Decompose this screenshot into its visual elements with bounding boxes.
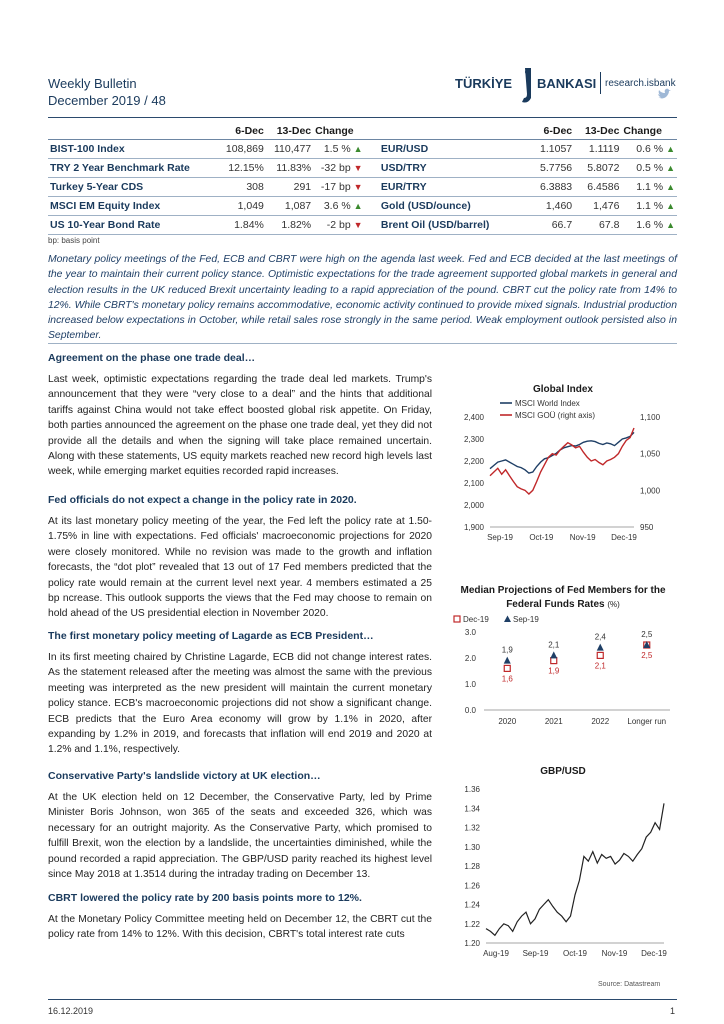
series-line: [486, 803, 664, 935]
chart-title: Median Projections of Fed Members for the Federal Funds Rates (%): [460, 585, 666, 610]
isbank-emblem-icon: [522, 68, 531, 103]
legend-label: MSCI World Index: [515, 399, 580, 408]
point-dec19: [597, 652, 603, 658]
y-tick-label: 1.20: [464, 939, 480, 948]
y-tick-label: 2,400: [463, 413, 484, 422]
logo-right-text: BANKASI: [537, 76, 597, 91]
y-tick-label: 1.30: [464, 842, 480, 852]
y-tick-label: 3.0: [464, 628, 476, 637]
y-tick-label: 1.22: [464, 919, 480, 929]
data-label: 2,1: [548, 640, 560, 650]
y-tick-label: 2,000: [463, 501, 484, 510]
table-note: bp: basis point: [48, 236, 100, 245]
logo-site-text: research.isbank: [605, 78, 676, 89]
y-tick-label: 1.32: [464, 823, 480, 833]
x-tick-label: Sep-19: [487, 533, 513, 542]
section-body: At the Monetary Policy Committee meeting held on December 12, the CBRT cut the policy rate from 14% to 12%. With this decision, CBRT's total interest rate cuts: [48, 914, 432, 941]
bulletin-date: December 2019 / 48: [48, 93, 166, 108]
y-tick-label: 1.34: [464, 804, 480, 814]
section-body: At the UK election held on 12 December, the Conservative Party, led by Prime Minister Boris Johnson, won 365 of the seats and exceeded 326, which was necessary for an outright majority. As the Conservative Party, which promised to fulfill Brexit, won the election by a landslide, the uncertainties diminished, while the pound recorded a rapid appreciation. The GBP/USD parity reached its highest level since May 2018 at 1.3514 during the intraday trading on December 13.: [48, 792, 432, 881]
data-label: 2,1: [594, 661, 606, 671]
y-tick-label: 1.36: [464, 785, 480, 794]
down-arrow-icon: ▼: [353, 220, 363, 230]
footer-date: 16.12.2019: [48, 1006, 94, 1016]
up-arrow-icon: ▲: [353, 144, 363, 154]
summary-divider: [48, 343, 677, 344]
x-tick-label: Sep-19: [522, 949, 549, 958]
fed-projection-chart: [448, 584, 678, 744]
x-tick-label: Oct-19: [529, 533, 554, 542]
table-row: MSCI EM Equity Index 1,049 1,087 3.6 % ▲ Gold (USD/ounce) 1,460 1,476 1.1 % ▲: [48, 197, 677, 216]
gbpusd-chart: [448, 766, 678, 966]
col-header: 13-Dec: [266, 122, 313, 140]
data-label: 1,9: [501, 645, 513, 655]
header-divider: [48, 117, 677, 118]
market-table: [48, 122, 677, 235]
point-sep19: [550, 651, 557, 658]
table-row: BIST-100 Index 108,869 110,477 1.5 % ▲ EUR/USD 1.1057 1.1119 0.6 % ▲: [48, 140, 677, 159]
up-arrow-icon: ▲: [666, 201, 675, 211]
logo-left-text: TÜRKİYE: [455, 76, 513, 91]
x-tick-label: Oct-19: [562, 949, 588, 958]
y-tick-label: 1,900: [463, 523, 484, 532]
y-tick-label: 2,300: [463, 435, 484, 444]
y-tick-label: 1.0: [464, 680, 476, 689]
point-sep19: [597, 644, 604, 651]
series-line: [490, 432, 634, 473]
legend-label: Dec-19: [463, 615, 489, 624]
down-arrow-icon: ▼: [353, 182, 363, 192]
gbpusd-svg: [448, 777, 678, 967]
col-header: 6-Dec: [217, 122, 266, 140]
section-body: At its last monetary policy meeting of the year, the Fed left the policy rate at 1.50-1.75% in line with expectations. Fed officials' macroeconomic projections for 2020 were closely monitored. While no revision was made to the growth and inflation forecasts, the “dot plot” revealed that 13 out of 17 Fed members predicted that the policy rate would remain at the current level next year. 4 members estimated a 25 bp ncrease. This outlook supports the views that the Fed may choose to remain on hold ahead of the US presidential election in November 2020.: [48, 516, 432, 620]
up-arrow-icon: ▲: [666, 182, 675, 192]
point-dec19: [504, 665, 510, 671]
twitter-icon: [658, 89, 671, 99]
series-line: [490, 428, 634, 494]
up-arrow-icon: ▲: [666, 163, 675, 173]
fed-projection-svg: [448, 612, 678, 730]
y-tick-label: 2,100: [463, 479, 484, 488]
up-arrow-icon: ▲: [666, 220, 675, 230]
y-tick-label: 1.24: [464, 900, 480, 910]
y-tick-label: 0.0: [464, 706, 476, 715]
up-arrow-icon: ▲: [666, 144, 675, 154]
legend-label: MSCI GOÜ (right axis): [515, 411, 596, 420]
y-tick-label: 1,100: [640, 413, 661, 422]
footer-divider: [48, 999, 677, 1000]
data-label: 2,5: [641, 651, 653, 660]
x-tick-label: Nov-19: [569, 533, 596, 542]
y-tick-label: 1.26: [464, 881, 480, 891]
source-note: Source: Datastream: [598, 981, 661, 988]
point-dec19: [551, 658, 557, 664]
col-header: 13-Dec: [574, 122, 621, 140]
y-tick-label: 1.28: [464, 862, 480, 871]
data-label: 2,5: [641, 630, 653, 639]
bulletin-title: Weekly Bulletin: [48, 76, 137, 91]
summary-text: Monetary policy meetings of the Fed, ECB and CBRT were high on the agenda last week. Fed and ECB decided at the last meetings of the year to maintain their current policy stance. Optimistic expectations for the trade agreement supported global markets in general and election results in the UK reduced Brexit uncertainty leading to a rapid appreciation of the pound. CBRT cut the policy rate from 14% to 12%. While CBRT's monetary policy remains accommodative, economic activity continued to provide mixed signals. Industrial production increased below expectations in October, while retail sales rose strongly in the same period. Weak employment outlook persisted also in September.: [48, 254, 677, 342]
isbank-logo: [455, 64, 685, 106]
x-tick-label: 2022: [591, 717, 610, 726]
data-label: 2,4: [594, 632, 606, 642]
table-row: Turkey 5-Year CDS 308 291 -17 bp ▼ EUR/TRY 6.3883 6.4586 1.1 % ▲: [48, 178, 677, 197]
data-label: 1,6: [501, 674, 513, 684]
section-title: Fed officials do not expect a change in the policy rate in 2020.: [48, 494, 357, 506]
table-row: TRY 2 Year Benchmark Rate 12.15% 11.83% -32 bp ▼ USD/TRY 5.7756 5.8072 0.5 % ▲: [48, 159, 677, 178]
legend-marker: [454, 616, 460, 622]
page-number: 1: [670, 1006, 676, 1016]
legend-label: Sep-19: [513, 615, 539, 624]
y-tick-label: 1,050: [640, 449, 661, 459]
global-index-chart: [448, 384, 678, 556]
x-tick-label: Dec-19: [641, 949, 667, 958]
up-arrow-icon: ▲: [353, 201, 363, 211]
data-label: 1,9: [548, 666, 560, 676]
section-title: CBRT lowered the policy rate by 200 basis points more to 12%.: [48, 892, 362, 904]
col-header: Change: [621, 122, 677, 140]
y-tick-label: 1,000: [640, 486, 661, 496]
col-header: Change: [313, 122, 364, 140]
y-tick-label: 950: [640, 523, 654, 532]
y-tick-label: 2,200: [463, 457, 484, 466]
legend-marker: [504, 616, 511, 623]
col-header: 6-Dec: [525, 122, 574, 140]
section-body: In its first meeting chaired by Christine Lagarde, ECB did not change interest rates. As the statement released after the meeting was almost the same with the previous meeting was interpreted as the new president will maintain the current monetary policy stance. ECB's macroeconomic projections did not show a significant change. ECB predicts that the Euro Area economy will grow by 1.1% in 2020, after expanding by 1.2% in 2019, and forecasts that inflation will end 2019 and 2020 at 1.2% and 1.1%, respectively.: [48, 652, 432, 756]
table-row: US 10-Year Bond Rate 1.84% 1.82% -2 bp ▼ Brent Oil (USD/barrel) 66.7 67.8 1.6 % ▲: [48, 216, 677, 235]
x-tick-label: 2020: [498, 717, 517, 726]
down-arrow-icon: ▼: [353, 163, 363, 173]
chart-title: GBP/USD: [540, 766, 586, 777]
section-body: Last week, optimistic expectations regarding the trade deal led markets. Trump's announcement that they were “very close to a deal” and the hints that additional tariffs against China would not take effect boosted global risk appetite. On Friday, both parties announced the agreement on the phase one trade deal, yet they did not provide all the details and when the signing will take place remained uncertain. Along with these statements, US equity markets reached new record high levels last week, while emerging market equities recorded rapid increases.: [48, 374, 432, 478]
x-tick-label: Longer run: [627, 717, 667, 726]
point-sep19: [504, 657, 511, 664]
section-title: The first monetary policy meeting of Lagarde as ECB President…: [48, 630, 374, 642]
global-index-svg: [448, 395, 678, 553]
chart-title: Global Index: [532, 384, 593, 395]
x-tick-label: 2021: [544, 717, 563, 726]
y-tick-label: 2.0: [464, 654, 476, 663]
section-title: Agreement on the phase one trade deal…: [48, 352, 256, 364]
x-tick-label: Dec-19: [611, 533, 637, 542]
x-tick-label: Nov-19: [601, 949, 628, 958]
section-title: Conservative Party's landslide victory at UK election…: [48, 770, 321, 782]
x-tick-label: Aug-19: [483, 949, 509, 958]
